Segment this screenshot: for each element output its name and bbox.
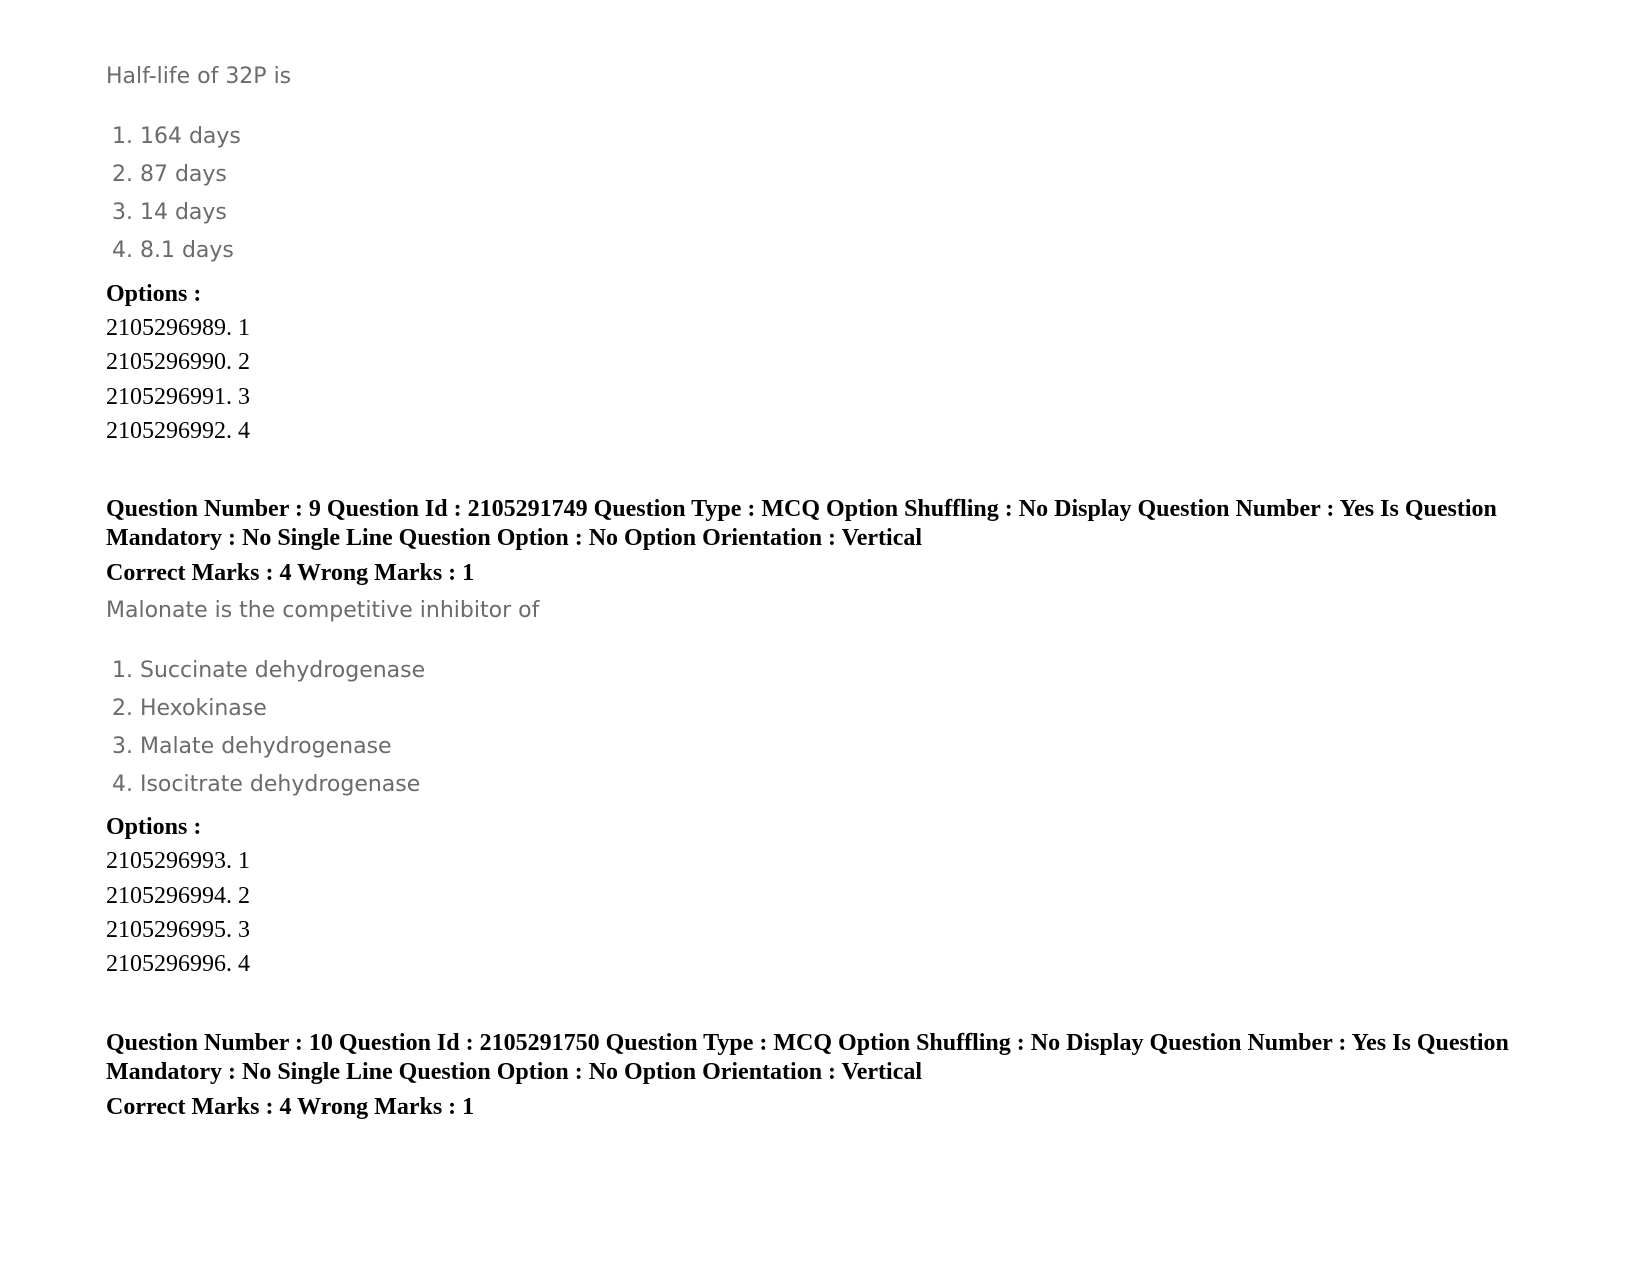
question-9-option-id-4: 2105296996. 4 — [106, 951, 250, 977]
question-9-option-id-3: 2105296995. 3 — [106, 917, 250, 943]
question-9-option-id-2: 2105296994. 2 — [106, 883, 250, 909]
question-8-option-id-2: 2105296990. 2 — [106, 349, 250, 375]
question-8-choice-3: 3. 14 days — [112, 200, 227, 225]
question-9-choice-1: 1. Succinate dehydrogenase — [112, 658, 426, 683]
question-8-option-id-3: 2105296991. 3 — [106, 384, 250, 410]
question-8-text: Half-life of 32P is — [106, 64, 292, 89]
question-8-options-label: Options : — [106, 281, 202, 307]
question-10-meta: Question Number : 10 Question Id : 2105291750 Question Type : MCQ Option Shuffling : No Display Question Number : Yes Is Question Mandatory : No Single Line Question Option : No Option Orientation : Vertical — [106, 1030, 1509, 1085]
question-8-choice-2: 2. 87 days — [112, 162, 227, 187]
question-9-marks: Correct Marks : 4 Wrong Marks : 1 — [106, 560, 475, 586]
question-8-choice-4: 4. 8.1 days — [112, 238, 234, 263]
question-9-options-label: Options : — [106, 814, 202, 840]
question-8-option-id-4: 2105296992. 4 — [106, 418, 250, 444]
question-9-choice-2: 2. Hexokinase — [112, 696, 267, 721]
question-9-meta: Question Number : 9 Question Id : 2105291749 Question Type : MCQ Option Shuffling : No Display Question Number : Yes Is Question Mandatory : No Single Line Question Option : No Option Orientation : Vertical — [106, 496, 1497, 551]
question-9-text: Malonate is the competitive inhibitor of — [106, 598, 540, 623]
question-10-marks: Correct Marks : 4 Wrong Marks : 1 — [106, 1094, 475, 1120]
question-9-choice-3: 3. Malate dehydrogenase — [112, 734, 392, 759]
question-8-choice-1: 1. 164 days — [112, 124, 241, 149]
question-9-choice-4: 4. Isocitrate dehydrogenase — [112, 772, 421, 797]
question-9-option-id-1: 2105296993. 1 — [106, 848, 250, 874]
question-8-option-id-1: 2105296989. 1 — [106, 315, 250, 341]
